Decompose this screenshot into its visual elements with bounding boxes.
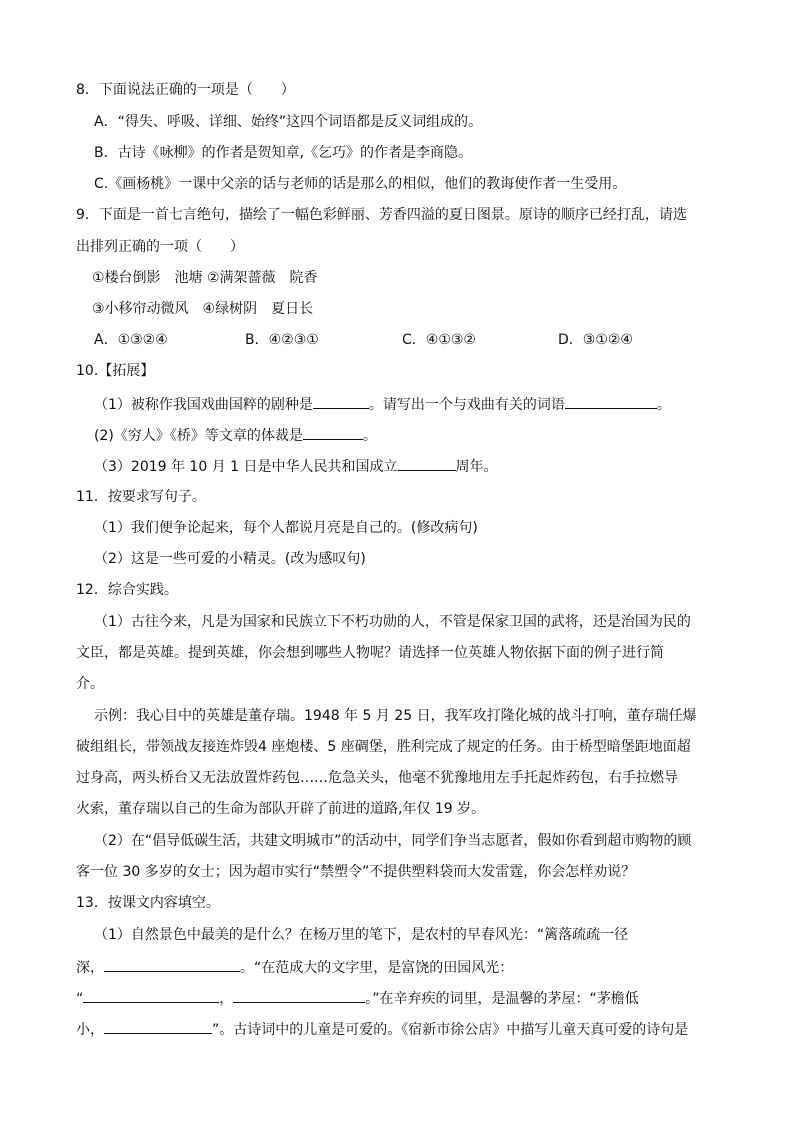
answer-blank[interactable]: [83, 987, 219, 1003]
answer-blank[interactable]: [398, 455, 456, 471]
answer-blank[interactable]: [565, 393, 657, 409]
q13-line2: [76, 956, 513, 978]
q13-line3-text-b: ，: [219, 991, 234, 1007]
q12-example-line4: 火索，董存瑞以自己的生命为部队开辟了前进的道路,年仅 19 岁。: [76, 801, 486, 817]
q10-title: 10.【拓展】: [76, 363, 155, 379]
q12-part1-line1: （1）古往今来，凡是为国家和民族立下不朽功勋的人，不管是保家卫国的武将，还是治国为民的: [94, 614, 691, 630]
q13-line4-text-a: 小，: [76, 1022, 104, 1038]
q11-sub2: （2）这是一些可爱的小精灵。(改为感叹句): [94, 551, 366, 567]
q8-option-a: A．“得失、呼吸、详细、始终”这四个词语都是反义词组成的。: [94, 114, 483, 130]
q12-title: 12．综合实践。: [76, 582, 178, 598]
q9-option-d: D．③①②④: [558, 332, 633, 348]
q13-title: 13．按课文内容填空。: [76, 895, 220, 911]
q10-sub1-text-a: （1）被称作我国戏曲国粹的剧种是: [94, 397, 313, 413]
answer-blank[interactable]: [233, 987, 365, 1003]
q12-example-line1: 示例：我心目中的英雄是董存瑞。1948 年 5 月 25 日，我军攻打隆化城的战斗打响，董存瑞任爆: [94, 708, 697, 724]
q10-sub3-text-a: （3）2019 年 10 月 1 日是中华人民共和国成立: [94, 459, 398, 475]
q10-sub2: [94, 424, 377, 446]
answer-blank[interactable]: [104, 956, 240, 972]
q12-part2-line2: 客一位 30 多岁的女士；因为超市实行“禁塑令”不提供塑料袋而大发雷霆，你会怎样劝说？: [76, 864, 636, 880]
q10-sub1-text-b: 。请写出一个与戏曲有关的词语: [368, 397, 565, 413]
q9-option-a: A．①③②④: [94, 332, 168, 348]
q8-stem: 8．下面说法正确的一项是（ ）: [76, 82, 295, 98]
q9-poem-line2: ③小移帘动微风 ④绿树阴 夏日长: [92, 301, 314, 317]
q8-option-c: C.《画杨桃》一课中父亲的话与老师的话是那么的相似，他们的教诲使作者一生受用。: [94, 176, 627, 192]
answer-blank[interactable]: [104, 1018, 212, 1034]
q12-example-line2: 破组组长，带领战友接连炸毁4 座炮楼、5 座碉堡，胜利完成了规定的任务。由于桥型暗堡距地面超: [76, 739, 691, 755]
answer-blank[interactable]: [303, 424, 363, 440]
q11-sub1: （1）我们便争论起来，每个人都说月亮是自己的。(修改病句): [94, 520, 478, 536]
q10-sub3: [94, 455, 498, 477]
q9-stem-line2: 出排列正确的一项（ ）: [76, 239, 244, 255]
answer-blank[interactable]: [313, 393, 369, 409]
q9-stem-line1: 9．下面是一首七言绝句，描绘了一幅色彩鲜丽、芳香四溢的夏日图景。原诗的顺序已经打乱，请选: [76, 207, 687, 223]
q13-line1: （1）自然景色中最美的是什么？在杨万里的笔下，是农村的早春风光：“篱落疏疏一径: [94, 927, 629, 943]
q8-option-b: B．古诗《咏柳》的作者是贺知章,《乞巧》的作者是李商隐。: [94, 145, 473, 161]
q13-line3: [76, 987, 639, 1009]
q13-line2-text-a: 深，: [76, 960, 104, 976]
q9-poem-line1: ①楼台倒影 池塘 ②满架蔷薇 院香: [92, 270, 318, 286]
q13-line3-text-c: 。”在辛弃疾的词里，是温馨的茅屋：“茅檐低: [365, 991, 639, 1007]
q12-part2-line1: （2）在“倡导低碳生活，共建文明城市”的活动中，同学们争当志愿者，假如你看到超市购物的顾: [94, 833, 692, 849]
q10-sub1-text-c: 。: [656, 397, 671, 413]
q12-part1-line3: 介。: [76, 676, 104, 692]
q10-sub2-text-a: (2)《穷人》《桥》等文章的体裁是: [94, 428, 303, 444]
q12-part1-line2: 文臣，都是英雄。提到英雄，你会想到哪些人物呢？请选择一位英雄人物依据下面的例子进行简: [76, 645, 664, 661]
q10-sub3-text-b: 周年。: [455, 459, 498, 475]
q9-option-b: B．④②③①: [245, 332, 319, 348]
q10-sub2-text-b: 。: [362, 428, 377, 444]
q13-line4-text-b: ”。古诗词中的儿童是可爱的。《宿新市徐公店》中描写儿童天真可爱的诗句是: [212, 1022, 689, 1038]
q9-option-c: C．④①③②: [402, 332, 476, 348]
q12-example-line3: 过身高，两头桥台又无法放置炸药包……危急关头，他毫不犹豫地用左手托起炸药包，右手拉燃导: [76, 770, 678, 786]
q10-sub1: [94, 393, 671, 415]
q13-line3-text-a: “: [76, 991, 84, 1007]
q13-line4: [76, 1018, 688, 1040]
q13-line2-text-b: 。“在范成大的文字里，是富饶的田园风光：: [240, 960, 514, 976]
q11-title: 11．按要求写句子。: [76, 489, 206, 505]
